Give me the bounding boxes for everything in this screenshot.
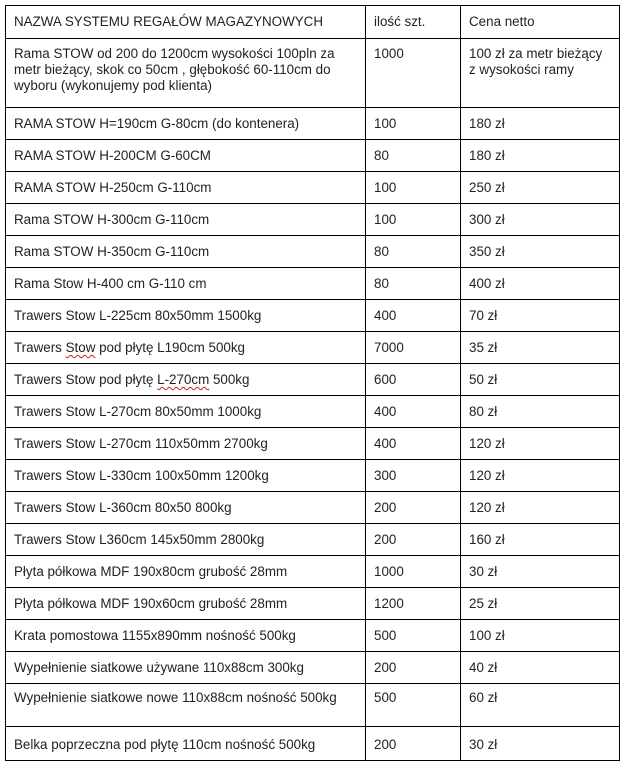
table-row	[6, 236, 620, 268]
product-name-cell: Rama STOW H-300cm G-110cm	[6, 204, 366, 236]
name-text: 500kg	[209, 372, 250, 387]
quantity-cell: 500	[366, 620, 461, 652]
quantity-cell: 300	[366, 460, 461, 492]
product-name-cell: Rama STOW od 200 do 1200cm wysokości 100pln za metr bieżący, skok co 50cm , głębokość 60-110cm do wyboru (wykonujemy pod klienta)	[6, 39, 366, 108]
price-cell: 100 zł za metr bieżący z wysokości ramy	[461, 39, 620, 108]
product-name-cell: Belka poprzeczna pod płytę 110cm nośność 500kg	[6, 727, 366, 761]
price-cell: 180 zł	[461, 108, 620, 140]
table-row	[6, 204, 620, 236]
product-name-cell	[6, 332, 366, 364]
table-row	[6, 684, 620, 727]
product-name-cell: RAMA STOW H-200CM G-60CM	[6, 140, 366, 172]
table-row	[6, 332, 620, 364]
price-cell: 180 zł	[461, 140, 620, 172]
quantity-cell: 7000	[366, 332, 461, 364]
quantity-cell: 100	[366, 108, 461, 140]
price-cell: 100 zł	[461, 620, 620, 652]
price-cell: 80 zł	[461, 396, 620, 428]
table-row	[6, 172, 620, 204]
quantity-cell: 400	[366, 396, 461, 428]
name-text: pod płytę L190cm 500kg	[95, 340, 246, 355]
price-cell: 350 zł	[461, 236, 620, 268]
table-row	[6, 396, 620, 428]
quantity-cell: 200	[366, 727, 461, 761]
table-row	[6, 492, 620, 524]
price-cell: 40 zł	[461, 652, 620, 684]
price-cell: 50 zł	[461, 364, 620, 396]
quantity-cell: 100	[366, 204, 461, 236]
table-row	[6, 364, 620, 396]
table-row	[6, 140, 620, 172]
product-name-cell: Płyta półkowa MDF 190x60cm grubość 28mm	[6, 588, 366, 620]
price-cell: 250 zł	[461, 172, 620, 204]
product-name-cell: RAMA STOW H=190cm G-80cm (do kontenera)	[6, 108, 366, 140]
product-name-cell: RAMA STOW H-250cm G-110cm	[6, 172, 366, 204]
name-text: Trawers	[14, 340, 66, 355]
product-name-cell: Trawers Stow L-270cm 110x50mm 2700kg	[6, 428, 366, 460]
price-cell: 400 zł	[461, 268, 620, 300]
table-row	[6, 428, 620, 460]
quantity-cell: 500	[366, 684, 461, 727]
product-name-cell: Trawers Stow L-330cm 100x50mm 1200kg	[6, 460, 366, 492]
quantity-cell: 200	[366, 652, 461, 684]
product-name-cell: Wypełnienie siatkowe nowe 110x88cm nośność 500kg	[6, 684, 366, 727]
product-name-cell	[6, 364, 366, 396]
quantity-cell: 1000	[366, 556, 461, 588]
table-row	[6, 39, 620, 108]
price-cell: 300 zł	[461, 204, 620, 236]
product-name-cell: Rama Stow H-400 cm G-110 cm	[6, 268, 366, 300]
table-row	[6, 556, 620, 588]
table-row	[6, 268, 620, 300]
header-net-price: Cena netto	[461, 6, 620, 39]
quantity-cell: 1000	[366, 39, 461, 108]
product-name-cell: Płyta półkowa MDF 190x80cm grubość 28mm	[6, 556, 366, 588]
table-row	[6, 300, 620, 332]
product-name-cell: Trawers Stow L-360cm 80x50 800kg	[6, 492, 366, 524]
name-text: Trawers Stow pod płytę	[14, 372, 158, 387]
product-name-cell: Rama STOW H-350cm G-110cm	[6, 236, 366, 268]
header-quantity: ilość szt.	[366, 6, 461, 39]
price-cell: 30 zł	[461, 727, 620, 761]
quantity-cell: 80	[366, 236, 461, 268]
product-name-cell: Trawers Stow L-225cm 80x50mm 1500kg	[6, 300, 366, 332]
product-name-cell: Trawers Stow L-270cm 80x50mm 1000kg	[6, 396, 366, 428]
price-cell: 120 zł	[461, 492, 620, 524]
table-header-row	[6, 6, 620, 39]
table-row	[6, 460, 620, 492]
quantity-cell: 100	[366, 172, 461, 204]
table-row	[6, 108, 620, 140]
price-table	[5, 5, 620, 761]
price-cell: 25 zł	[461, 588, 620, 620]
quantity-cell: 80	[366, 140, 461, 172]
product-name-cell: Wypełnienie siatkowe używane 110x88cm 300kg	[6, 652, 366, 684]
table-row	[6, 588, 620, 620]
price-cell: 60 zł	[461, 684, 620, 727]
header-product-name: NAZWA SYSTEMU REGAŁÓW MAGAZYNOWYCH	[6, 6, 366, 39]
quantity-cell: 80	[366, 268, 461, 300]
quantity-cell: 600	[366, 364, 461, 396]
spellcheck-marked-word: Stow	[65, 340, 96, 355]
price-cell: 35 zł	[461, 332, 620, 364]
product-name-cell: Trawers Stow L360cm 145x50mm 2800kg	[6, 524, 366, 556]
quantity-cell: 400	[366, 300, 461, 332]
table-row	[6, 727, 620, 761]
quantity-cell: 400	[366, 428, 461, 460]
table-row	[6, 652, 620, 684]
price-cell: 120 zł	[461, 460, 620, 492]
table-row	[6, 524, 620, 556]
quantity-cell: 1200	[366, 588, 461, 620]
price-cell: 70 zł	[461, 300, 620, 332]
quantity-cell: 200	[366, 492, 461, 524]
quantity-cell: 200	[366, 524, 461, 556]
price-cell: 120 zł	[461, 428, 620, 460]
price-cell: 160 zł	[461, 524, 620, 556]
product-name-cell: Krata pomostowa 1155x890mm nośność 500kg	[6, 620, 366, 652]
spellcheck-marked-word: L-270cm	[157, 372, 210, 387]
table-row	[6, 620, 620, 652]
price-cell: 30 zł	[461, 556, 620, 588]
